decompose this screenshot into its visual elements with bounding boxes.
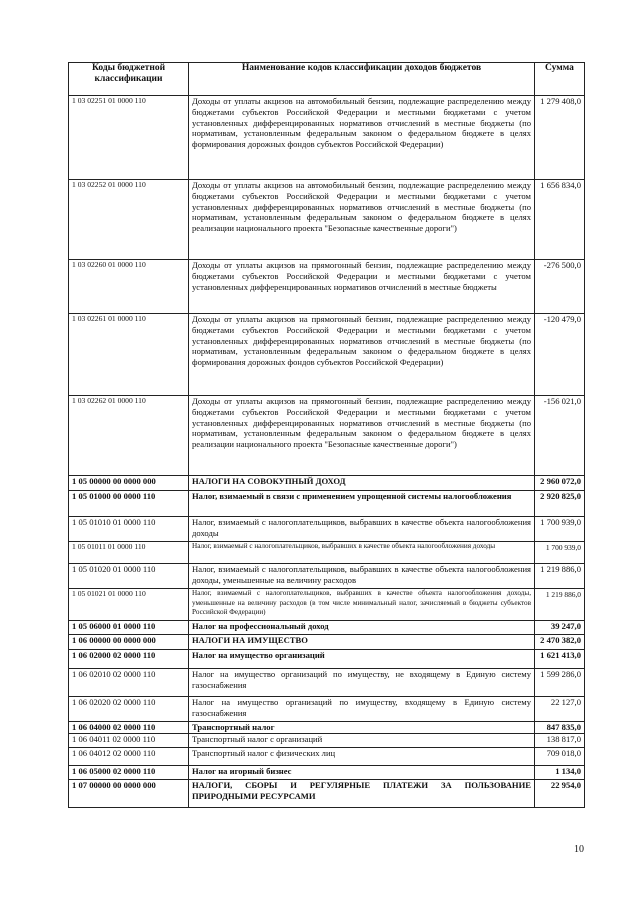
row-name: Налог, взимаемый с налогоплательщиков, выбравших в качестве объекта налогообложения доходы, уменьшенные на величину расходов: [189, 564, 535, 589]
row-name: Налог на профессиональный доход: [189, 621, 535, 635]
row-sum: 1 656 834,0: [535, 180, 585, 260]
row-code: 1 05 01011 01 0000 110: [69, 542, 189, 564]
row-name: Транспортный налог с физических лиц: [189, 748, 535, 766]
row-code: 1 06 04012 02 0000 110: [69, 748, 189, 766]
row-sum: 1 219 886,0: [535, 564, 585, 589]
table-row: [69, 542, 585, 564]
row-code: 1 05 01021 01 0000 110: [69, 589, 189, 621]
row-code: 1 05 06000 01 0000 110: [69, 621, 189, 635]
table-row: [69, 621, 585, 635]
row-sum: 1 219 886,0: [535, 589, 585, 621]
table-row: [69, 635, 585, 650]
table-row: [69, 314, 585, 396]
row-name: Налог, взимаемый в связи с применением упрощенной системы налогообложения: [189, 491, 535, 517]
row-code: 1 03 02251 01 0000 110: [69, 96, 189, 180]
table-row: [69, 780, 585, 808]
row-sum: 22 954,0: [535, 780, 585, 808]
table-row: [69, 748, 585, 766]
row-name: Доходы от уплаты акцизов на автомобильный бензин, подлежащие распределению между бюджетами субъектов Российской Федерации и местными бюджетами с учетом установленных дифференцированных нормативов отчислений в местные бюджеты (по нормативам, установленным федеральным законом о федеральном бюджете в целях реализации национального проекта "Безопасные качественные дороги"): [189, 180, 535, 260]
table-row: [69, 517, 585, 542]
row-sum: 138 817,0: [535, 734, 585, 748]
header-sum: Сумма: [535, 63, 585, 96]
table-body: [69, 96, 585, 808]
row-code: 1 07 00000 00 0000 000: [69, 780, 189, 808]
header-code: Коды бюджетной классификации: [69, 63, 189, 96]
row-code: 1 05 01010 01 0000 110: [69, 517, 189, 542]
table-row: [69, 564, 585, 589]
row-code: 1 03 02260 01 0000 110: [69, 260, 189, 314]
row-code: 1 06 00000 00 0000 000: [69, 635, 189, 650]
table-row: [69, 396, 585, 476]
row-code: 1 05 00000 00 0000 000: [69, 476, 189, 491]
table-row: [69, 96, 585, 180]
row-name: НАЛОГИ НА СОВОКУПНЫЙ ДОХОД: [189, 476, 535, 491]
row-name: Налог на имущество организаций по имуществу, не входящему в Единую систему газоснабжения: [189, 669, 535, 697]
row-code: 1 06 02000 02 0000 110: [69, 650, 189, 669]
row-name: Доходы от уплаты акцизов на прямогонный бензин, подлежащие распределению между бюджетами субъектов Российской Федерации и местными бюджетами с учетом установленных дифференцированных нормативов отчислений в местные бюджеты (по нормативам, установленным федеральным законом о федеральном бюджете в целях формирования дорожных фондов субъектов Российской Федерации): [189, 314, 535, 396]
row-sum: 1 621 413,0: [535, 650, 585, 669]
row-sum: 1 700 939,0: [535, 517, 585, 542]
table-row: [69, 260, 585, 314]
row-sum: 2 470 382,0: [535, 635, 585, 650]
table-row: [69, 476, 585, 491]
table-row: [69, 722, 585, 734]
table-row: [69, 589, 585, 621]
row-code: 1 05 01020 01 0000 110: [69, 564, 189, 589]
table-row: [69, 491, 585, 517]
table-row: [69, 734, 585, 748]
header-name: Наименование кодов классификации доходов бюджетов: [189, 63, 535, 96]
row-sum: 2 960 072,0: [535, 476, 585, 491]
row-code: 1 06 02010 02 0000 110: [69, 669, 189, 697]
row-sum: 1 279 408,0: [535, 96, 585, 180]
row-name: Налог на игорный бизнес: [189, 766, 535, 780]
header-row: [69, 63, 585, 96]
table-row: [69, 669, 585, 697]
row-code: 1 03 02261 01 0000 110: [69, 314, 189, 396]
row-sum: 2 920 825,0: [535, 491, 585, 517]
table-row: [69, 697, 585, 722]
row-name: Налог на имущество организаций: [189, 650, 535, 669]
row-sum: 1 700 939,0: [535, 542, 585, 564]
page-number: 10: [574, 844, 584, 855]
row-sum: 22 127,0: [535, 697, 585, 722]
row-name: НАЛОГИ, СБОРЫ И РЕГУЛЯРНЫЕ ПЛАТЕЖИ ЗА ПОЛЬЗОВАНИЕ ПРИРОДНЫМИ РЕСУРСАМИ: [189, 780, 535, 808]
row-sum: 39 247,0: [535, 621, 585, 635]
row-sum: -276 500,0: [535, 260, 585, 314]
row-code: 1 03 02252 01 0000 110: [69, 180, 189, 260]
row-code: 1 03 02262 01 0000 110: [69, 396, 189, 476]
row-sum: 847 835,0: [535, 722, 585, 734]
row-name: Доходы от уплаты акцизов на прямогонный бензин, подлежащие распределению между бюджетами субъектов Российской Федерации и местными бюджетами с учетом установленных дифференцированных нормативов отчислений в местные бюджеты (по нормативам, установленным федеральным законом о федеральном бюджете в целях реализации национального проекта "Безопасные качественные дороги"): [189, 396, 535, 476]
table-row: [69, 650, 585, 669]
row-name: Доходы от уплаты акцизов на автомобильный бензин, подлежащие распределению между бюджетами субъектов Российской Федерации и местными бюджетами с учетом установленных дифференцированных нормативов отчислений в местные бюджеты (по нормативам, установленным федеральным законом о федеральном бюджете в целях формирования дорожных фондов субъектов Российской Федерации): [189, 96, 535, 180]
row-code: 1 06 04011 02 0000 110: [69, 734, 189, 748]
row-code: 1 06 02020 02 0000 110: [69, 697, 189, 722]
row-code: 1 06 04000 02 0000 110: [69, 722, 189, 734]
row-name: Налог, взимаемый с налогоплательщиков, выбравших в качестве объекта налогообложения доходы: [189, 542, 535, 564]
row-sum: -156 021,0: [535, 396, 585, 476]
budget-table: [68, 62, 585, 808]
row-code: 1 05 01000 00 0000 110: [69, 491, 189, 517]
row-name: Налог, взимаемый с налогоплательщиков, выбравших в качестве объекта налогообложения доходы, уменьшенные на величину расходов (в том числе минимальный налог, зачисляемый в бюджеты субъектов Российской Федерации): [189, 589, 535, 621]
row-name: Налог, взимаемый с налогоплательщиков, выбравших в качестве объекта налогообложения доходы: [189, 517, 535, 542]
row-code: 1 06 05000 02 0000 110: [69, 766, 189, 780]
row-sum: 709 018,0: [535, 748, 585, 766]
table-row: [69, 766, 585, 780]
table-row: [69, 180, 585, 260]
row-name: Доходы от уплаты акцизов на прямогонный бензин, подлежащие распределению между бюджетами субъектов Российской Федерации и местными бюджетами с учетом установленных дифференцированных нормативов отчислений в местные бюджеты: [189, 260, 535, 314]
row-name: НАЛОГИ НА ИМУЩЕСТВО: [189, 635, 535, 650]
row-name: Транспортный налог: [189, 722, 535, 734]
row-name: Налог на имущество организаций по имуществу, входящему в Единую систему газоснабжения: [189, 697, 535, 722]
row-sum: 1 599 286,0: [535, 669, 585, 697]
row-sum: -120 479,0: [535, 314, 585, 396]
row-sum: 1 134,0: [535, 766, 585, 780]
row-name: Транспортный налог с организаций: [189, 734, 535, 748]
